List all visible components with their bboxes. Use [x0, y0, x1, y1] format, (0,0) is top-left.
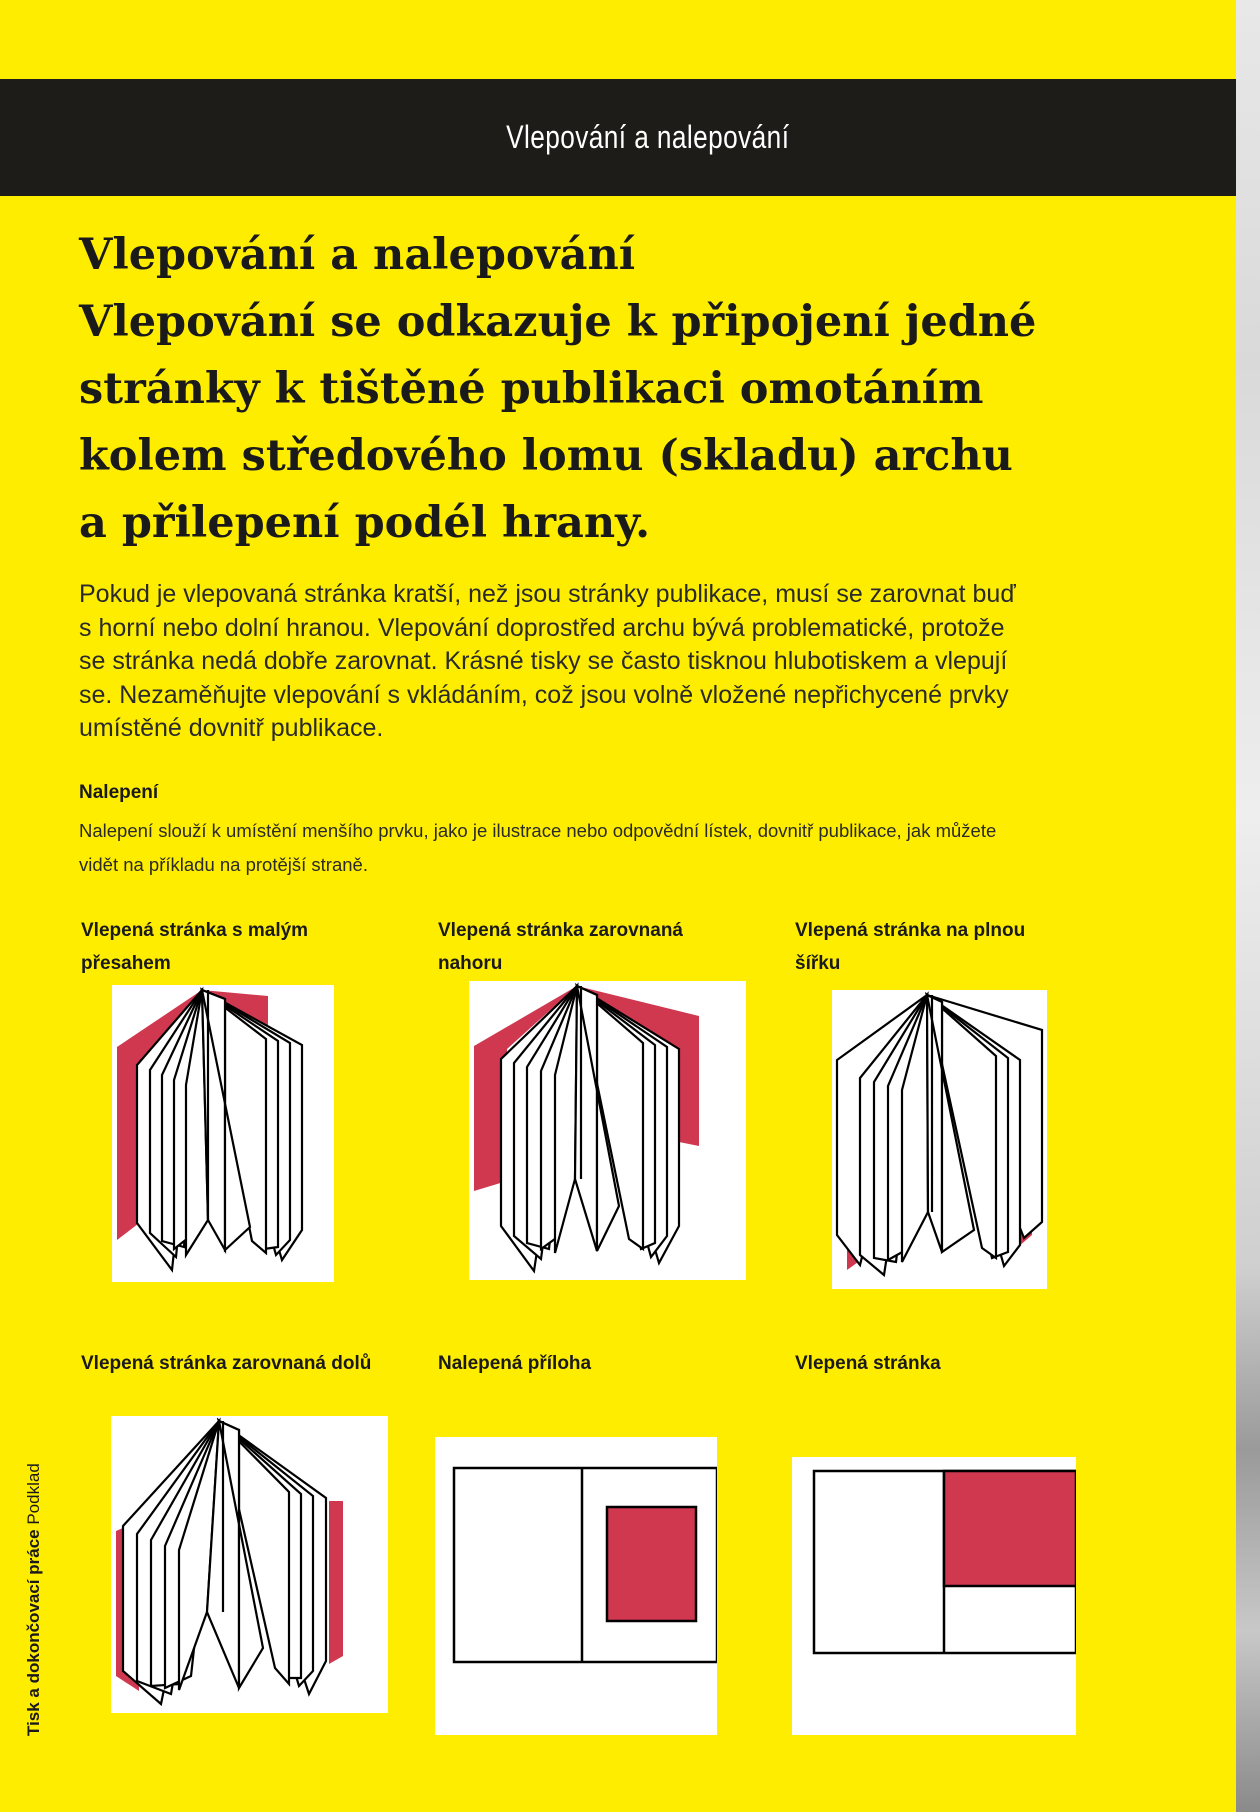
figure-label-line: Vlepená stránka zarovnaná dolů: [81, 1353, 372, 1374]
body-line: s horní nebo dolní hranou. Vlepování doprostřed archu bývá problematické, protože: [79, 613, 1005, 642]
figure-label-full-width: [795, 914, 1085, 980]
figure-label-line: nahoru: [438, 953, 503, 974]
figure-label-small-overhang: [81, 914, 371, 980]
figure-label-line: Vlepená stránka: [795, 1353, 941, 1374]
figure-label-top-aligned: [438, 914, 728, 980]
body-line: se stránka nedá dobře zarovnat. Krásné tisky se často tisknou hlubotiskem a vlepují: [79, 647, 1008, 675]
header-bar: [0, 79, 1236, 196]
book-illustration: [111, 1416, 388, 1713]
figure-book-full-width: [832, 990, 1047, 1289]
figure-label-line: Vlepená stránka s malým: [81, 920, 309, 941]
figure-label-line: přesahem: [81, 953, 171, 974]
spread-illustration: [792, 1457, 1076, 1735]
nalepeni-heading: Nalepení: [79, 782, 159, 803]
book-illustration: [469, 981, 746, 1280]
book-illustration: [112, 985, 334, 1282]
figure-book-top-aligned: [469, 981, 746, 1280]
spread-illustration: [435, 1437, 717, 1735]
figure-label-line: Vlepená stránka zarovnaná: [438, 920, 683, 941]
headline: [79, 222, 1079, 557]
headline-line: kolem středového lomu (skladu) archu: [79, 431, 1013, 481]
headline-line: stránky k tištěné publikaci omotáním: [79, 364, 984, 414]
nalepeni-line: vidět na příkladu na protější straně.: [79, 854, 368, 875]
figure-label-line: Vlepená stránka na plnou: [795, 920, 1026, 941]
figure-spread-tip-in: [792, 1457, 1076, 1735]
header-title: Vlepování a nalepování: [506, 119, 790, 155]
body-line: umístěné dovnitř publikace.: [79, 714, 384, 742]
nalepeni-text: [79, 814, 1119, 882]
nalepeni-line: Nalepení slouží k umístění menšího prvku, jako je ilustrace nebo odpovědní lístek, dovnitř publikace, jak můžete: [79, 820, 997, 841]
figure-label-line: šířku: [795, 953, 841, 974]
headline-line: a přilepení podél hrany.: [79, 498, 651, 548]
body-line: se. Nezaměňujte vlepování s vkládáním, což jsou volně vložené nepřichycené prvky: [79, 680, 1009, 709]
headline-line: Vlepování a nalepování: [79, 230, 636, 280]
adjacent-page-edge: [1236, 0, 1260, 1812]
figure-label-line: Nalepená příloha: [438, 1353, 592, 1374]
body-line: Pokud je vlepovaná stránka kratší, než jsou stránky publikace, musí se zarovnat buď: [79, 580, 1016, 608]
headline-line: Vlepování se odkazuje k připojení jedné: [79, 297, 1037, 347]
body-paragraph: [79, 578, 1109, 746]
side-caption-bold: Tisk a dokončovací práce: [24, 1529, 43, 1736]
figure-spread-tip-on: [435, 1437, 717, 1735]
figure-label-tip-on: [438, 1347, 728, 1380]
figure-book-small-overhang: [112, 985, 334, 1282]
book-illustration: [832, 990, 1047, 1289]
side-caption-normal: Podklad: [24, 1463, 43, 1530]
figure-label-tip-in: [795, 1347, 1085, 1380]
side-caption: [24, 1463, 44, 1736]
figure-book-bottom-aligned: [111, 1416, 388, 1713]
figure-label-bottom-aligned: [81, 1347, 421, 1380]
